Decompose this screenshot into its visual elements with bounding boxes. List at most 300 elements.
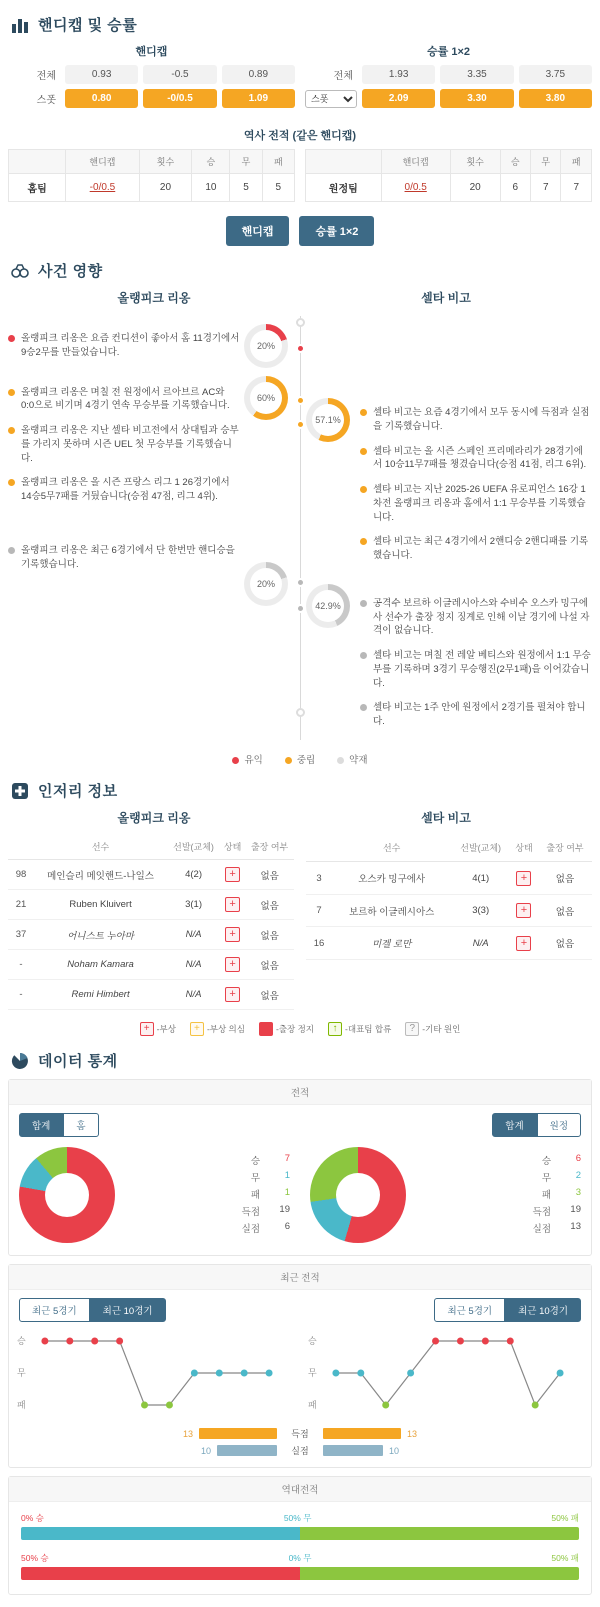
inj-row-avail: 없음 bbox=[245, 950, 294, 980]
event-away-team: 셀타 비고 bbox=[421, 291, 471, 305]
winrate-row-all bbox=[305, 65, 592, 84]
handicap-row-spot bbox=[8, 89, 295, 108]
stats-overall-panel bbox=[8, 1079, 592, 1256]
recent-toggle-row bbox=[9, 1290, 591, 1322]
event-item-text: 셀타 비고는 1주 안에 원정에서 2경기를 펼쳐야 합니다. bbox=[373, 702, 586, 728]
table-row bbox=[8, 920, 294, 950]
h2h-win-label: 0% 승 bbox=[21, 1513, 44, 1524]
stat-val-draw: 2 bbox=[575, 1169, 581, 1181]
inj-col-status-home: 상태 bbox=[220, 834, 245, 860]
toggle-away-total[interactable]: 합계 bbox=[492, 1113, 536, 1137]
tab-winrate[interactable]: 승률 1×2 bbox=[299, 216, 374, 246]
section-header-injury bbox=[10, 780, 592, 801]
timeline-line bbox=[300, 316, 301, 740]
doubt-icon: + bbox=[190, 1022, 204, 1036]
inj-row-apps: 3(3) bbox=[451, 894, 510, 927]
event-item-text: 셀타 비고는 최근 4경기에서 2핸디승 2핸디패를 기록했습니다. bbox=[373, 536, 589, 562]
stats-home-half bbox=[9, 1105, 300, 1255]
inj-row-num: 3 bbox=[306, 862, 332, 895]
injury-status-icon: + bbox=[225, 957, 240, 972]
legend-dot-icon bbox=[285, 757, 292, 764]
gauge-away-2 bbox=[306, 584, 350, 628]
timeline-node-4 bbox=[296, 578, 305, 587]
timeline-node-2 bbox=[296, 396, 305, 405]
legend-other bbox=[405, 1022, 460, 1036]
stats-away-toggles bbox=[310, 1113, 581, 1137]
list-item bbox=[360, 535, 592, 563]
section-header-stats bbox=[10, 1050, 592, 1071]
inj-row-apps: N/A bbox=[167, 980, 220, 1010]
hist-away-handicap[interactable]: 0/0.5 bbox=[381, 174, 450, 202]
event-item-text: 올랭피크 리옹은 최근 6경기에서 단 한번만 핸디승을 기록했습니다. bbox=[21, 544, 235, 570]
injury-status-icon: + bbox=[516, 903, 531, 918]
inj-row-status bbox=[220, 950, 245, 980]
stat-key-loss: 패 bbox=[250, 1189, 260, 1201]
stat-key-loss: 패 bbox=[541, 1189, 551, 1201]
inj-col-apps-away: 선발(교체) bbox=[451, 834, 510, 862]
inj-col-avail-home: 출장 여부 bbox=[245, 834, 294, 860]
injury-home-team: 올랭피크 리옹 bbox=[117, 811, 191, 826]
other-reason-icon: ? bbox=[405, 1022, 419, 1036]
timeline-node-3 bbox=[296, 420, 305, 429]
event-item-text: 셀타 비고는 며칠 전 레알 베티스와 원정에서 1:1 무승부를 기록하며 3경기 무승행진(2무1패)을 이어갔습니다. bbox=[373, 650, 591, 689]
stats-recent-panel bbox=[8, 1264, 592, 1468]
event-axis bbox=[240, 316, 360, 740]
inj-row-avail: 없음 bbox=[245, 980, 294, 1010]
table-row bbox=[8, 950, 294, 980]
suspension-icon bbox=[259, 1022, 273, 1036]
injury-away-team: 셀타 비고 bbox=[421, 811, 471, 826]
section-title-event: 사건 영향 bbox=[38, 263, 103, 280]
hist-col-blank-home bbox=[9, 150, 66, 174]
recent-goals-against-row bbox=[9, 1444, 591, 1467]
inj-row-avail: 없음 bbox=[245, 890, 294, 920]
hist-home-win: 10 bbox=[192, 174, 230, 202]
inj-row-apps: N/A bbox=[167, 920, 220, 950]
home-gf-bar bbox=[199, 1428, 277, 1439]
donut-home bbox=[19, 1147, 115, 1243]
svg-text:승: 승 bbox=[16, 1336, 26, 1347]
hist-home-team: 홈팀 bbox=[9, 174, 66, 202]
gauge-away-2-value: 42.9% bbox=[312, 590, 344, 622]
legend-doubt bbox=[190, 1022, 245, 1036]
pie-chart-icon bbox=[10, 1051, 30, 1071]
hist-col-loss-away: 패 bbox=[561, 150, 592, 174]
legend-item-negative bbox=[337, 752, 367, 766]
h2h-loss-label: 50% 패 bbox=[551, 1513, 579, 1524]
stat-val-win: 6 bbox=[575, 1152, 581, 1164]
svg-text:패: 패 bbox=[16, 1400, 26, 1411]
legend-label: -부상 의심 bbox=[206, 1024, 245, 1035]
inj-row-status bbox=[220, 890, 245, 920]
inj-col-avail-away: 출장 여부 bbox=[538, 834, 592, 862]
svg-text:무: 무 bbox=[307, 1368, 317, 1379]
injury-status-icon: + bbox=[516, 871, 531, 886]
injury-table-away bbox=[306, 834, 592, 1010]
winrate-all-draw[interactable]: 3.35 bbox=[440, 65, 513, 84]
legend-label: 약재 bbox=[349, 755, 368, 767]
table-row bbox=[8, 980, 294, 1010]
svg-text:승: 승 bbox=[307, 1336, 317, 1347]
event-item-text: 셀타 비고는 올 시즌 스페인 프리메라리가 28경기에서 10승11무7패를 챙겼습니다(승점 41점, 리그 6위). bbox=[373, 445, 587, 471]
event-home-column bbox=[8, 316, 240, 740]
h2h-seg-win bbox=[21, 1567, 300, 1580]
home-form-line-chart bbox=[15, 1330, 294, 1416]
injury-status-icon: + bbox=[225, 897, 240, 912]
hist-col-win-away: 승 bbox=[500, 150, 530, 174]
inj-row-status bbox=[510, 927, 538, 960]
bullet-icon bbox=[8, 479, 15, 486]
inj-col-player-home: 선수 bbox=[34, 834, 167, 860]
handicap-spot-home[interactable]: 0.80 bbox=[65, 89, 138, 108]
injury-status-icon: + bbox=[225, 867, 240, 882]
stats-recent-label: 최근 전적 bbox=[9, 1265, 591, 1290]
list-item bbox=[360, 649, 592, 690]
h2h-loss-label: 50% 패 bbox=[551, 1553, 579, 1564]
stat-val-gf: 19 bbox=[570, 1203, 581, 1215]
handicap-title: 핸디캡 bbox=[135, 46, 168, 58]
h2h-row-venue bbox=[21, 1552, 579, 1580]
table-row bbox=[306, 174, 592, 202]
binoculars-icon bbox=[10, 261, 30, 281]
event-away-column bbox=[360, 316, 592, 740]
tab-handicap[interactable]: 핸디캡 bbox=[226, 216, 290, 246]
legend-label: -기타 원인 bbox=[422, 1024, 461, 1035]
inj-row-name: 메인슬리 메잇핸드-나일스 bbox=[34, 860, 167, 890]
list-item bbox=[360, 597, 592, 638]
bullet-icon bbox=[8, 335, 15, 342]
home-ga-value: 10 bbox=[200, 1445, 211, 1456]
stat-val-loss: 1 bbox=[284, 1186, 290, 1198]
stat-key-ga: 실점 bbox=[532, 1223, 551, 1235]
event-item-text: 올랭피크 리옹은 며칠 전 원정에서 르아브르 AC와 0:0으로 비기며 4경기 연속 무승부를 기록했습니다. bbox=[21, 386, 230, 412]
stats-h2h-label: 역대전적 bbox=[9, 1477, 591, 1502]
injury-team-headers bbox=[8, 809, 592, 826]
recent-home-toggles-wrap bbox=[9, 1290, 300, 1322]
odds-tab-buttons bbox=[8, 216, 592, 246]
h2h-seg-loss bbox=[300, 1567, 579, 1580]
page-root bbox=[0, 14, 600, 1607]
hist-col-handicap-home: 핸디캡 bbox=[66, 150, 139, 174]
stats-home-toggles bbox=[19, 1113, 290, 1137]
table-row bbox=[306, 927, 592, 960]
inj-row-num: - bbox=[8, 980, 34, 1010]
event-item-text: 공격수 보르하 이글레시아스와 수비수 오스카 밍구에사 선수가 출장 정지 징계로 인해 이날 경기에 나설 자격이 없습니다. bbox=[373, 597, 590, 637]
legend-dot-icon bbox=[337, 757, 344, 764]
list-item bbox=[8, 476, 240, 504]
stats-overall-label: 전적 bbox=[9, 1080, 591, 1105]
inj-row-apps: N/A bbox=[167, 950, 220, 980]
list-item bbox=[8, 424, 240, 465]
handicap-all-line[interactable]: -0.5 bbox=[143, 65, 216, 84]
section-header-odds bbox=[10, 14, 592, 35]
legend-label: 중립 bbox=[296, 755, 316, 767]
handicap-column bbox=[8, 43, 295, 113]
list-item bbox=[360, 445, 592, 473]
toggle-away-away[interactable]: 원정 bbox=[537, 1113, 581, 1137]
list-item bbox=[8, 386, 240, 414]
ga-label: 실점 bbox=[291, 1446, 309, 1457]
winrate-spot-away[interactable]: 3.80 bbox=[519, 89, 592, 108]
inj-row-avail: 없음 bbox=[245, 920, 294, 950]
h2h-bars bbox=[9, 1502, 591, 1594]
inj-col-player-away: 선수 bbox=[332, 834, 451, 862]
gauge-home-2 bbox=[244, 376, 288, 420]
inj-row-apps: 4(1) bbox=[451, 862, 510, 895]
gauge-away-1 bbox=[306, 398, 350, 442]
bar-chart-icon bbox=[10, 15, 30, 35]
handicap-spot-line[interactable]: -0/0.5 bbox=[143, 89, 216, 108]
inj-col-num-home bbox=[8, 834, 34, 860]
hist-away-win: 6 bbox=[500, 174, 530, 202]
event-home-team: 올랭피크 리옹 bbox=[117, 291, 191, 305]
inj-row-apps: 4(2) bbox=[167, 860, 220, 890]
h2h-draw-label: 0% 무 bbox=[288, 1553, 312, 1564]
stat-val-ga: 6 bbox=[284, 1220, 290, 1232]
away-form-line-chart bbox=[306, 1330, 585, 1416]
list-item bbox=[360, 483, 592, 524]
stats-away-half bbox=[300, 1105, 591, 1255]
legend-injury bbox=[140, 1022, 176, 1036]
hist-home-loss: 5 bbox=[262, 174, 294, 202]
legend-item-neutral bbox=[285, 752, 315, 766]
bullet-icon bbox=[360, 486, 367, 493]
inj-row-name: 어니스트 누아마 bbox=[34, 920, 167, 950]
legend-dot-icon bbox=[232, 757, 239, 764]
recent-chart-row bbox=[9, 1322, 591, 1423]
event-timeline bbox=[8, 316, 592, 740]
winrate-source-select[interactable] bbox=[305, 90, 357, 108]
handicap-spot-away[interactable]: 1.09 bbox=[222, 89, 295, 108]
bullet-icon bbox=[360, 704, 367, 711]
recent-goals-for-row bbox=[9, 1427, 591, 1440]
home-gf-value: 13 bbox=[182, 1428, 193, 1439]
hist-col-count-away: 횟수 bbox=[450, 150, 500, 174]
inj-row-apps: N/A bbox=[451, 927, 510, 960]
away-gf-value: 13 bbox=[407, 1428, 418, 1439]
injury-icon: + bbox=[140, 1022, 154, 1036]
away-gf-bar bbox=[323, 1428, 401, 1439]
winrate-all-home[interactable]: 1.93 bbox=[362, 65, 435, 84]
hist-away-loss: 7 bbox=[561, 174, 592, 202]
section-header-event bbox=[10, 260, 592, 281]
inj-row-num: 98 bbox=[8, 860, 34, 890]
stat-key-win: 승 bbox=[541, 1155, 551, 1167]
table-row bbox=[8, 860, 294, 890]
table-row bbox=[306, 862, 592, 895]
h2h-seg-loss bbox=[300, 1527, 579, 1540]
winrate-column bbox=[305, 43, 592, 113]
inj-col-num-away bbox=[306, 834, 332, 862]
inj-row-num: 7 bbox=[306, 894, 332, 927]
toggle-home-home[interactable]: 홈 bbox=[63, 1113, 98, 1137]
svg-text:무: 무 bbox=[16, 1368, 26, 1379]
inj-row-num: - bbox=[8, 950, 34, 980]
winrate-row-all-label: 전체 bbox=[333, 71, 353, 82]
injury-status-icon: + bbox=[225, 987, 240, 1002]
timeline-node-bottom bbox=[296, 708, 305, 717]
gauge-home-1 bbox=[244, 324, 288, 368]
inj-row-name: Remi Himbert bbox=[34, 980, 167, 1010]
legend-label: -대표팀 합류 bbox=[345, 1024, 392, 1035]
h2h-row-overall bbox=[21, 1512, 579, 1540]
hist-away-count: 20 bbox=[450, 174, 500, 202]
medical-cross-icon bbox=[10, 781, 30, 801]
toggle-home-total[interactable]: 합계 bbox=[19, 1113, 63, 1137]
history-table-home bbox=[8, 149, 295, 202]
inj-row-name: 오스카 밍구에사 bbox=[332, 862, 451, 895]
event-legend bbox=[8, 752, 592, 766]
list-item bbox=[360, 406, 592, 434]
history-table-away bbox=[305, 149, 592, 202]
svg-text:패: 패 bbox=[307, 1400, 317, 1411]
section-title-injury: 인저리 정보 bbox=[38, 783, 118, 801]
table-row bbox=[306, 960, 592, 986]
injury-status-icon: + bbox=[516, 936, 531, 951]
inj-col-apps-home: 선발(교체) bbox=[167, 834, 220, 860]
bullet-icon bbox=[360, 448, 367, 455]
away-ga-value: 10 bbox=[389, 1445, 400, 1456]
bullet-icon bbox=[8, 427, 15, 434]
winrate-spot-home[interactable]: 2.09 bbox=[362, 89, 435, 108]
odds-panel bbox=[8, 43, 592, 113]
stat-val-draw: 1 bbox=[284, 1169, 290, 1181]
toggle-home-last10[interactable]: 최근 10경기 bbox=[90, 1298, 166, 1322]
inj-row-num: 37 bbox=[8, 920, 34, 950]
winrate-title: 승률 1×2 bbox=[427, 46, 470, 58]
gauge-home-3 bbox=[244, 562, 288, 606]
stat-val-gf: 19 bbox=[279, 1203, 290, 1215]
injury-tables bbox=[8, 834, 592, 1010]
h2h-draw-label: 50% 무 bbox=[283, 1513, 312, 1524]
stat-key-ga: 실점 bbox=[241, 1223, 260, 1235]
h2h-seg-draw bbox=[21, 1527, 300, 1540]
legend-item-positive bbox=[232, 752, 262, 766]
legend-label: -부상 bbox=[156, 1024, 176, 1035]
stat-val-loss: 3 bbox=[575, 1186, 581, 1198]
bullet-icon bbox=[8, 389, 15, 396]
recent-away-toggles-wrap bbox=[300, 1290, 591, 1322]
national-team-icon: ↑ bbox=[328, 1022, 342, 1036]
inj-row-status bbox=[220, 920, 245, 950]
event-home-list bbox=[8, 332, 240, 571]
winrate-row-spot bbox=[305, 89, 592, 108]
event-item-text: 올랭피크 리옹은 지난 셀타 비고전에서 상대팀과 승부를 가리지 못하며 시즌 UEL 첫 무승부를 기록했습니다. bbox=[21, 425, 239, 464]
handicap-all-away[interactable]: 0.89 bbox=[222, 65, 295, 84]
inj-row-avail: 없음 bbox=[245, 860, 294, 890]
recent-away-chart bbox=[300, 1322, 591, 1423]
donut-away bbox=[310, 1147, 406, 1243]
gf-label: 득점 bbox=[291, 1429, 309, 1440]
event-item-text: 셀타 비고는 지난 2025-26 UEFA 유로피언스 16강 1차전 올랭피크 리옹과 홈에서 1:1 무승부를 기록했습니다. bbox=[373, 484, 586, 523]
bullet-icon bbox=[360, 652, 367, 659]
inj-row-name: Ruben Kluivert bbox=[34, 890, 167, 920]
inj-row-num: 21 bbox=[8, 890, 34, 920]
injury-legend bbox=[8, 1022, 592, 1036]
handicap-row-all bbox=[8, 65, 295, 84]
inj-row-num: 16 bbox=[306, 927, 332, 960]
stats-overall-body bbox=[9, 1105, 591, 1255]
inj-row-status bbox=[220, 860, 245, 890]
table-row bbox=[306, 985, 592, 1010]
stats-away-chart-row bbox=[310, 1147, 581, 1243]
event-away-list bbox=[360, 406, 592, 729]
list-item bbox=[360, 701, 592, 729]
legend-label: 유익 bbox=[244, 755, 263, 767]
toggle-home-last5[interactable]: 최근 5경기 bbox=[19, 1298, 90, 1322]
winrate-spot-draw[interactable]: 3.30 bbox=[440, 89, 513, 108]
hist-col-handicap-away: 핸디캡 bbox=[381, 150, 450, 174]
injury-table-home bbox=[8, 834, 294, 1010]
inj-row-status bbox=[510, 862, 538, 895]
home-ga-bar bbox=[217, 1445, 277, 1456]
legend-label: -출장 정지 bbox=[275, 1024, 315, 1035]
handicap-all-home[interactable]: 0.93 bbox=[65, 65, 138, 84]
inj-row-avail: 없음 bbox=[538, 862, 592, 895]
event-item-text: 셀타 비고는 요즘 4경기에서 모두 동시에 득점과 실점을 기록했습니다. bbox=[373, 407, 590, 432]
stats-home-values bbox=[242, 1153, 290, 1238]
history-title: 역사 전적 (같은 핸디캡) bbox=[243, 130, 357, 142]
inj-row-name: 보르하 이글레시아스 bbox=[332, 894, 451, 927]
inj-row-name: Noham Kamara bbox=[34, 950, 167, 980]
handicap-row-all-label: 전체 bbox=[36, 71, 56, 82]
timeline-node-top bbox=[296, 318, 305, 327]
inj-row-name: 미겔 로만 bbox=[332, 927, 451, 960]
stat-val-ga: 13 bbox=[570, 1220, 581, 1232]
event-team-headers bbox=[8, 289, 592, 306]
page-title: 핸디캡 및 승률 bbox=[38, 17, 138, 34]
stats-h2h-panel bbox=[8, 1476, 592, 1595]
timeline-node-1 bbox=[296, 344, 305, 353]
hist-col-draw-home: 무 bbox=[230, 150, 262, 174]
hist-col-count-home: 횟수 bbox=[139, 150, 192, 174]
table-row bbox=[9, 174, 295, 202]
inj-row-apps: 3(1) bbox=[167, 890, 220, 920]
hist-away-draw: 7 bbox=[531, 174, 561, 202]
inj-row-avail: 없음 bbox=[538, 894, 592, 927]
hist-away-team: 원정팀 bbox=[306, 174, 382, 202]
hist-home-handicap[interactable]: -0/0.5 bbox=[66, 174, 139, 202]
stat-key-gf: 득점 bbox=[532, 1206, 551, 1218]
legend-national bbox=[328, 1022, 391, 1036]
hist-home-draw: 5 bbox=[230, 174, 262, 202]
toggle-away-last10[interactable]: 최근 10경기 bbox=[505, 1298, 581, 1322]
hist-col-loss-home: 패 bbox=[262, 150, 294, 174]
history-tables bbox=[8, 149, 592, 202]
h2h-win-label: 50% 승 bbox=[21, 1553, 49, 1564]
stat-key-draw: 무 bbox=[541, 1172, 551, 1184]
inj-row-status bbox=[510, 894, 538, 927]
handicap-row-spot-label: 스폿 bbox=[36, 95, 56, 106]
stat-val-win: 7 bbox=[284, 1152, 290, 1164]
winrate-all-away[interactable]: 3.75 bbox=[519, 65, 592, 84]
stats-home-chart-row bbox=[19, 1147, 290, 1243]
gauge-home-3-value: 20% bbox=[250, 568, 282, 600]
toggle-away-last5[interactable]: 최근 5경기 bbox=[434, 1298, 505, 1322]
timeline-node-5 bbox=[296, 604, 305, 613]
bullet-icon bbox=[8, 547, 15, 554]
list-item bbox=[8, 332, 240, 360]
donut-home-hole bbox=[45, 1173, 89, 1217]
section-title-stats: 데이터 통계 bbox=[38, 1053, 118, 1071]
gauge-home-2-value: 60% bbox=[250, 382, 282, 414]
bullet-icon bbox=[360, 600, 367, 607]
away-ga-bar bbox=[323, 1445, 383, 1456]
gauge-away-1-value: 57.1% bbox=[312, 404, 344, 436]
donut-away-hole bbox=[336, 1173, 380, 1217]
inj-col-status-away: 상태 bbox=[510, 834, 538, 862]
list-item bbox=[8, 544, 240, 572]
